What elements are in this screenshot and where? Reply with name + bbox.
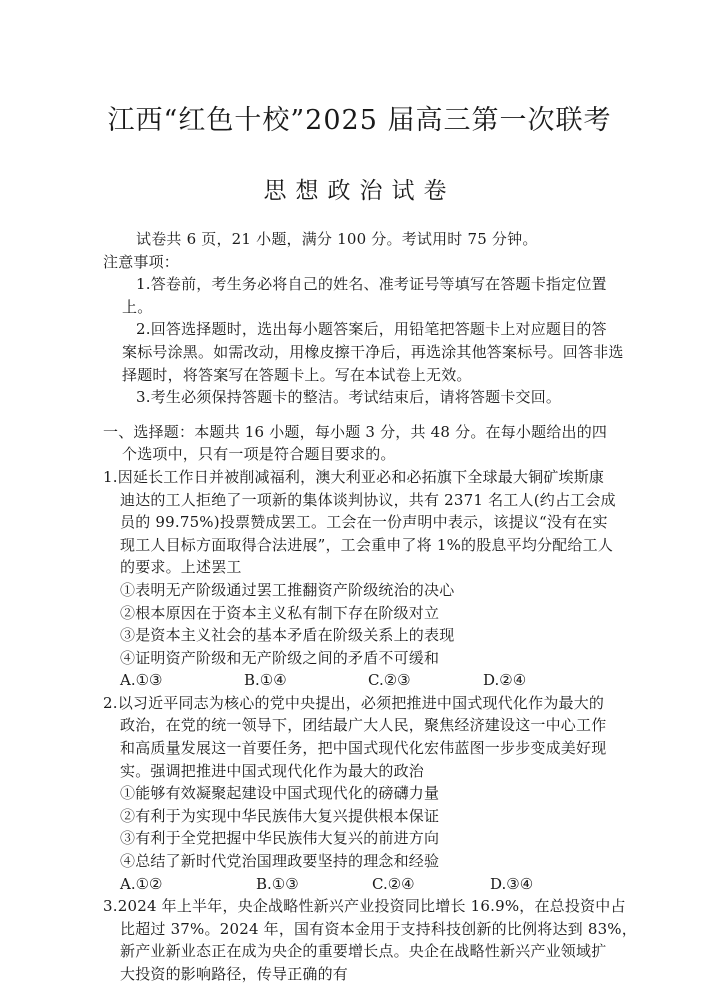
question-2-options (0, 873, 719, 896)
question-1-statement: ④证明资产阶级和无产阶级之间的矛盾不可缓和 (120, 648, 440, 667)
question-2-option-a: A.①② (120, 874, 163, 893)
question-1-stem-line: 员的 99.75%)投票赞成罢工。工会在一份声明中表示，该提议“没有在实 (120, 513, 608, 532)
question-1-stem-line: 现工人目标方面取得合法进展”，工会重申了将 1%的股息平均分配给工人 (120, 535, 614, 554)
question-2-statement: ②有利于为实现中华民族伟大复兴提供根本保证 (120, 806, 440, 825)
note-item-1-line: 上。 (122, 297, 153, 316)
question-1-statement: ②根本原因在于资本主义私有制下存在阶级对立 (120, 603, 440, 622)
question-1-option-b: B.①④ (244, 671, 287, 690)
question-1-stem-line: 1.因延长工作日并被削减福利，澳大利亚必和必拓旗下全球最大铜矿埃斯康 (103, 467, 605, 486)
question-1-stem-line: 的要求。上述罢工 (120, 558, 242, 577)
question-2-statement: ①能够有效凝聚起建设中国式现代化的磅礴力量 (120, 784, 440, 803)
question-2-statement: ④总结了新时代党治国理政要坚持的理念和经验 (120, 852, 440, 871)
section-1-heading: 一、选择题：本题共 16 小题，每小题 3 分，共 48 分。在每小题给出的四 (103, 422, 608, 441)
question-1-options (0, 669, 719, 692)
note-item-1-line: 1.答卷前，考生务必将自己的姓名、准考证号等填写在答题卡指定位置 (136, 275, 607, 294)
question-1-option-d: D.②④ (483, 671, 527, 690)
section-1-heading-cont: 个选项中，只有一项是符合题目要求的。 (122, 445, 396, 464)
note-item-2-line: 2.回答选择题时，选出每小题答案后，用铅笔把答题卡上对应题目的答 (136, 320, 607, 339)
exam-intro: 试卷共 6 页，21 小题，满分 100 分。考试用时 75 分钟。 (136, 230, 538, 248)
exam-title: 江西“红色十校”2025 届高三第一次联考 (107, 105, 612, 136)
question-3-stem-line: 新产业新业态正在成为央企的重要增长点。央企在战略性新兴产业领域扩 (120, 942, 607, 961)
question-1-option-a: A.①③ (120, 671, 163, 690)
note-item-2-line: 案标号涂黑。如需改动，用橡皮擦干净后，再选涂其他答案标号。回答非选 (122, 342, 624, 361)
question-3-stem-line: 大投资的影响路径，传导正确的有 (120, 965, 349, 983)
question-3-stem-line: 比超过 37%。2024 年，国有资本金用于支持科技创新的比例将达到 83%， (120, 919, 637, 938)
note-item-3: 3.考生必须保持答题卡的整洁。考试结束后，请将答题卡交回。 (136, 388, 562, 407)
question-2-stem-line: 政治，在党的统一领导下，团结最广大人民，聚焦经济建设这一中心工作 (120, 716, 607, 735)
question-1-option-c: C.②③ (368, 671, 411, 690)
question-2-stem-line: 和高质量发展这一首要任务，把中国式现代化宏伟蓝图一步步变成美好现 (120, 739, 607, 758)
notes-heading: 注意事项： (103, 252, 180, 271)
exam-body (0, 228, 719, 986)
exam-subtitle: 思想政治试卷 (263, 178, 456, 204)
question-2-statement: ③有利于全党把握中华民族伟大复兴的前进方向 (120, 829, 440, 848)
note-item-2-line: 择题时，将答案写在答题卡上。写在本试卷上无效。 (122, 365, 472, 384)
question-1-statement: ③是资本主义社会的基本矛盾在阶级关系上的表现 (120, 626, 455, 645)
question-2-option-c: C.②④ (372, 874, 415, 893)
question-1-stem-line: 迪达的工人拒绝了一项新的集体谈判协议，共有 2371 名工人(约占工会成 (120, 490, 616, 509)
question-2-option-d: D.③④ (490, 874, 534, 893)
question-2-stem-line: 实。强调把推进中国式现代化作为最大的政治 (120, 761, 425, 780)
question-3-stem-line: 3.2024 年上半年，央企战略性新兴产业投资同比增长 16.9%，在总投资中占 (103, 897, 626, 916)
question-1-statement: ①表明无产阶级通过罢工推翻资产阶级统治的决心 (120, 580, 455, 599)
question-2-option-b: B.①③ (256, 874, 299, 893)
question-2-stem-line: 2.以习近平同志为核心的党中央提出，必须把推进中国式现代化作为最大的 (103, 693, 605, 712)
